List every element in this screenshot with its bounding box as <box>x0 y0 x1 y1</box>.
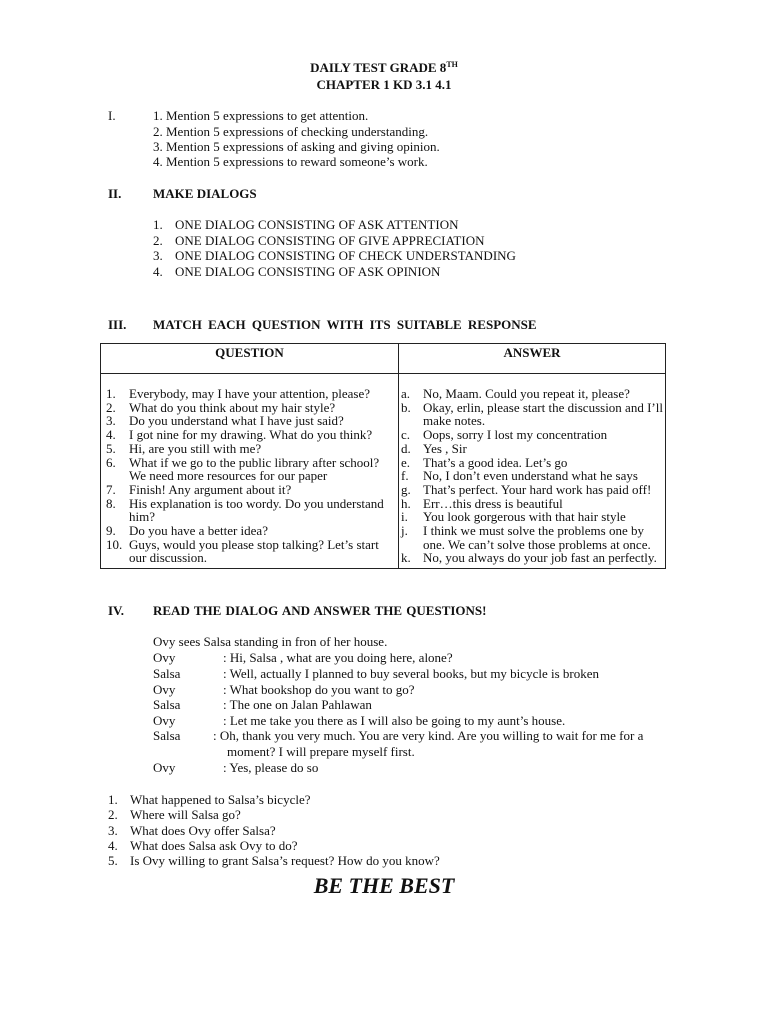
section-2-item: 3. ONE DIALOG CONSISTING OF CHECK UNDERSTANDING <box>153 248 516 263</box>
comprehension-question: 3. What does Ovy offer Salsa? <box>108 823 276 838</box>
section-1-item: 4. Mention 5 expressions to reward someone’s work. <box>153 154 428 169</box>
speaker: Salsa <box>153 666 181 681</box>
answer-item: c. Oops, sorry I lost my concentration <box>401 427 608 443</box>
section-4-numeral: IV. <box>108 603 125 618</box>
section-1-item: 2. Mention 5 expressions of checking understanding. <box>153 124 429 139</box>
section-2-item: 1. ONE DIALOG CONSISTING OF ASK ATTENTION <box>153 217 459 232</box>
test-title: DAILY TEST GRADE 8TH <box>310 60 458 75</box>
speaker: Ovy <box>153 650 176 665</box>
section-3-numeral: III. <box>108 317 127 332</box>
answer-column-header: ANSWER <box>399 344 666 374</box>
dialog-line: Salsa : Oh, thank you very much. You are very kind. Are you willing to wait for me for a <box>153 728 644 743</box>
speaker: Ovy <box>153 760 176 775</box>
question-item: 5. Hi, are you still with me? <box>106 440 262 456</box>
section-1-item: 3. Mention 5 expressions of asking and giving opinion. <box>153 139 440 154</box>
question-item: 3. Do you understand what I have just said? <box>106 413 344 429</box>
question-item: 7. Finish! Any argument about it? <box>106 481 292 497</box>
section-2-item: 2. ONE DIALOG CONSISTING OF GIVE APPRECIATION <box>153 233 485 248</box>
answer-item: a. No, Maam. Could you repeat it, please? <box>401 386 630 401</box>
section-2-heading: MAKE DIALOGS <box>153 186 257 201</box>
dialog-line: Ovy : Hi, Salsa , what are you doing here, alone? <box>153 650 453 665</box>
question-item: 6. What if we go to the public library after school? We need more resources for our paper <box>106 454 380 484</box>
section-1-numeral: I. <box>108 108 116 123</box>
speaker: Ovy <box>153 713 176 728</box>
table-header-row <box>101 344 666 374</box>
answer-item: e. That’s a good idea. Let’s go <box>401 454 568 470</box>
question-item: 2. What do you think about my hair style? <box>106 399 336 415</box>
chapter-title: CHAPTER 1 KD 3.1 4.1 <box>316 77 452 92</box>
question-item: 4. I got nine for my drawing. What do you think? <box>106 427 373 443</box>
dialog-line: Salsa : Well, actually I planned to buy several books, but my bicycle is broken <box>153 666 599 681</box>
title-superscript: TH <box>446 60 458 69</box>
match-table <box>100 343 666 569</box>
comprehension-question: 1. What happened to Salsa’s bicycle? <box>108 792 311 807</box>
dialog-intro: Ovy sees Salsa standing in fron of her house. <box>153 634 388 649</box>
answer-item: f. No, I don’t even understand what he says <box>401 468 638 484</box>
answer-item: j. I think we must solve the problems one by one. We can’t solve those problems at once. <box>401 523 651 552</box>
question-cell <box>101 374 399 569</box>
answer-item: d. Yes , Sir <box>401 440 467 456</box>
table-body-row <box>101 374 666 569</box>
speaker: Salsa <box>153 728 181 743</box>
dialog-line: Ovy : Yes, please do so <box>153 760 319 775</box>
answer-item: h. Err…this dress is beautiful <box>401 495 563 511</box>
dialog-line: Ovy : What bookshop do you want to go? <box>153 682 415 697</box>
section-3-heading: MATCH EACH QUESTION WITH ITS SUITABLE RESPONSE <box>153 317 537 332</box>
question-item: 9. Do you have a better idea? <box>106 523 268 539</box>
answer-cell <box>399 374 666 569</box>
question-item: 8. His explanation is too wordy. Do you understand him? <box>106 495 384 525</box>
speaker: Ovy <box>153 682 176 697</box>
answer-item: g. That’s perfect. Your hard work has paid off! <box>401 481 652 497</box>
motto: BE THE BEST <box>313 873 455 898</box>
answer-item: k. No, you always do your job fast an perfectly. <box>401 550 657 566</box>
question-column-header: QUESTION <box>101 344 399 374</box>
dialog-line: Salsa : The one on Jalan Pahlawan <box>153 697 372 712</box>
speaker: Salsa <box>153 697 181 712</box>
comprehension-question: 2. Where will Salsa go? <box>108 807 241 822</box>
comprehension-question: 4. What does Salsa ask Ovy to do? <box>108 838 298 853</box>
answer-item: i. You look gorgerous with that hair style <box>401 509 626 525</box>
dialog-line-continuation: moment? I will prepare myself first. <box>227 744 415 759</box>
question-item: 1. Everybody, may I have your attention, please? <box>106 386 371 401</box>
section-4-heading: READ THE DIALOG AND ANSWER THE QUESTIONS! <box>153 603 487 618</box>
section-1-item: 1. Mention 5 expressions to get attention. <box>153 108 369 123</box>
question-list <box>101 374 398 568</box>
question-item: 10. Guys, would you please stop talking? Let’s start our discussion. <box>106 536 379 566</box>
comprehension-question: 5. Is Ovy willing to grant Salsa’s request? How do you know? <box>108 853 440 868</box>
answer-list <box>399 374 665 568</box>
answer-item: b. Okay, erlin, please start the discussion and I’ll make notes. <box>401 399 663 429</box>
dialog-line: Ovy : Let me take you there as I will also be going to my aunt’s house. <box>153 713 566 728</box>
section-2-numeral: II. <box>108 186 122 201</box>
section-2-item: 4. ONE DIALOG CONSISTING OF ASK OPINION <box>153 264 441 279</box>
